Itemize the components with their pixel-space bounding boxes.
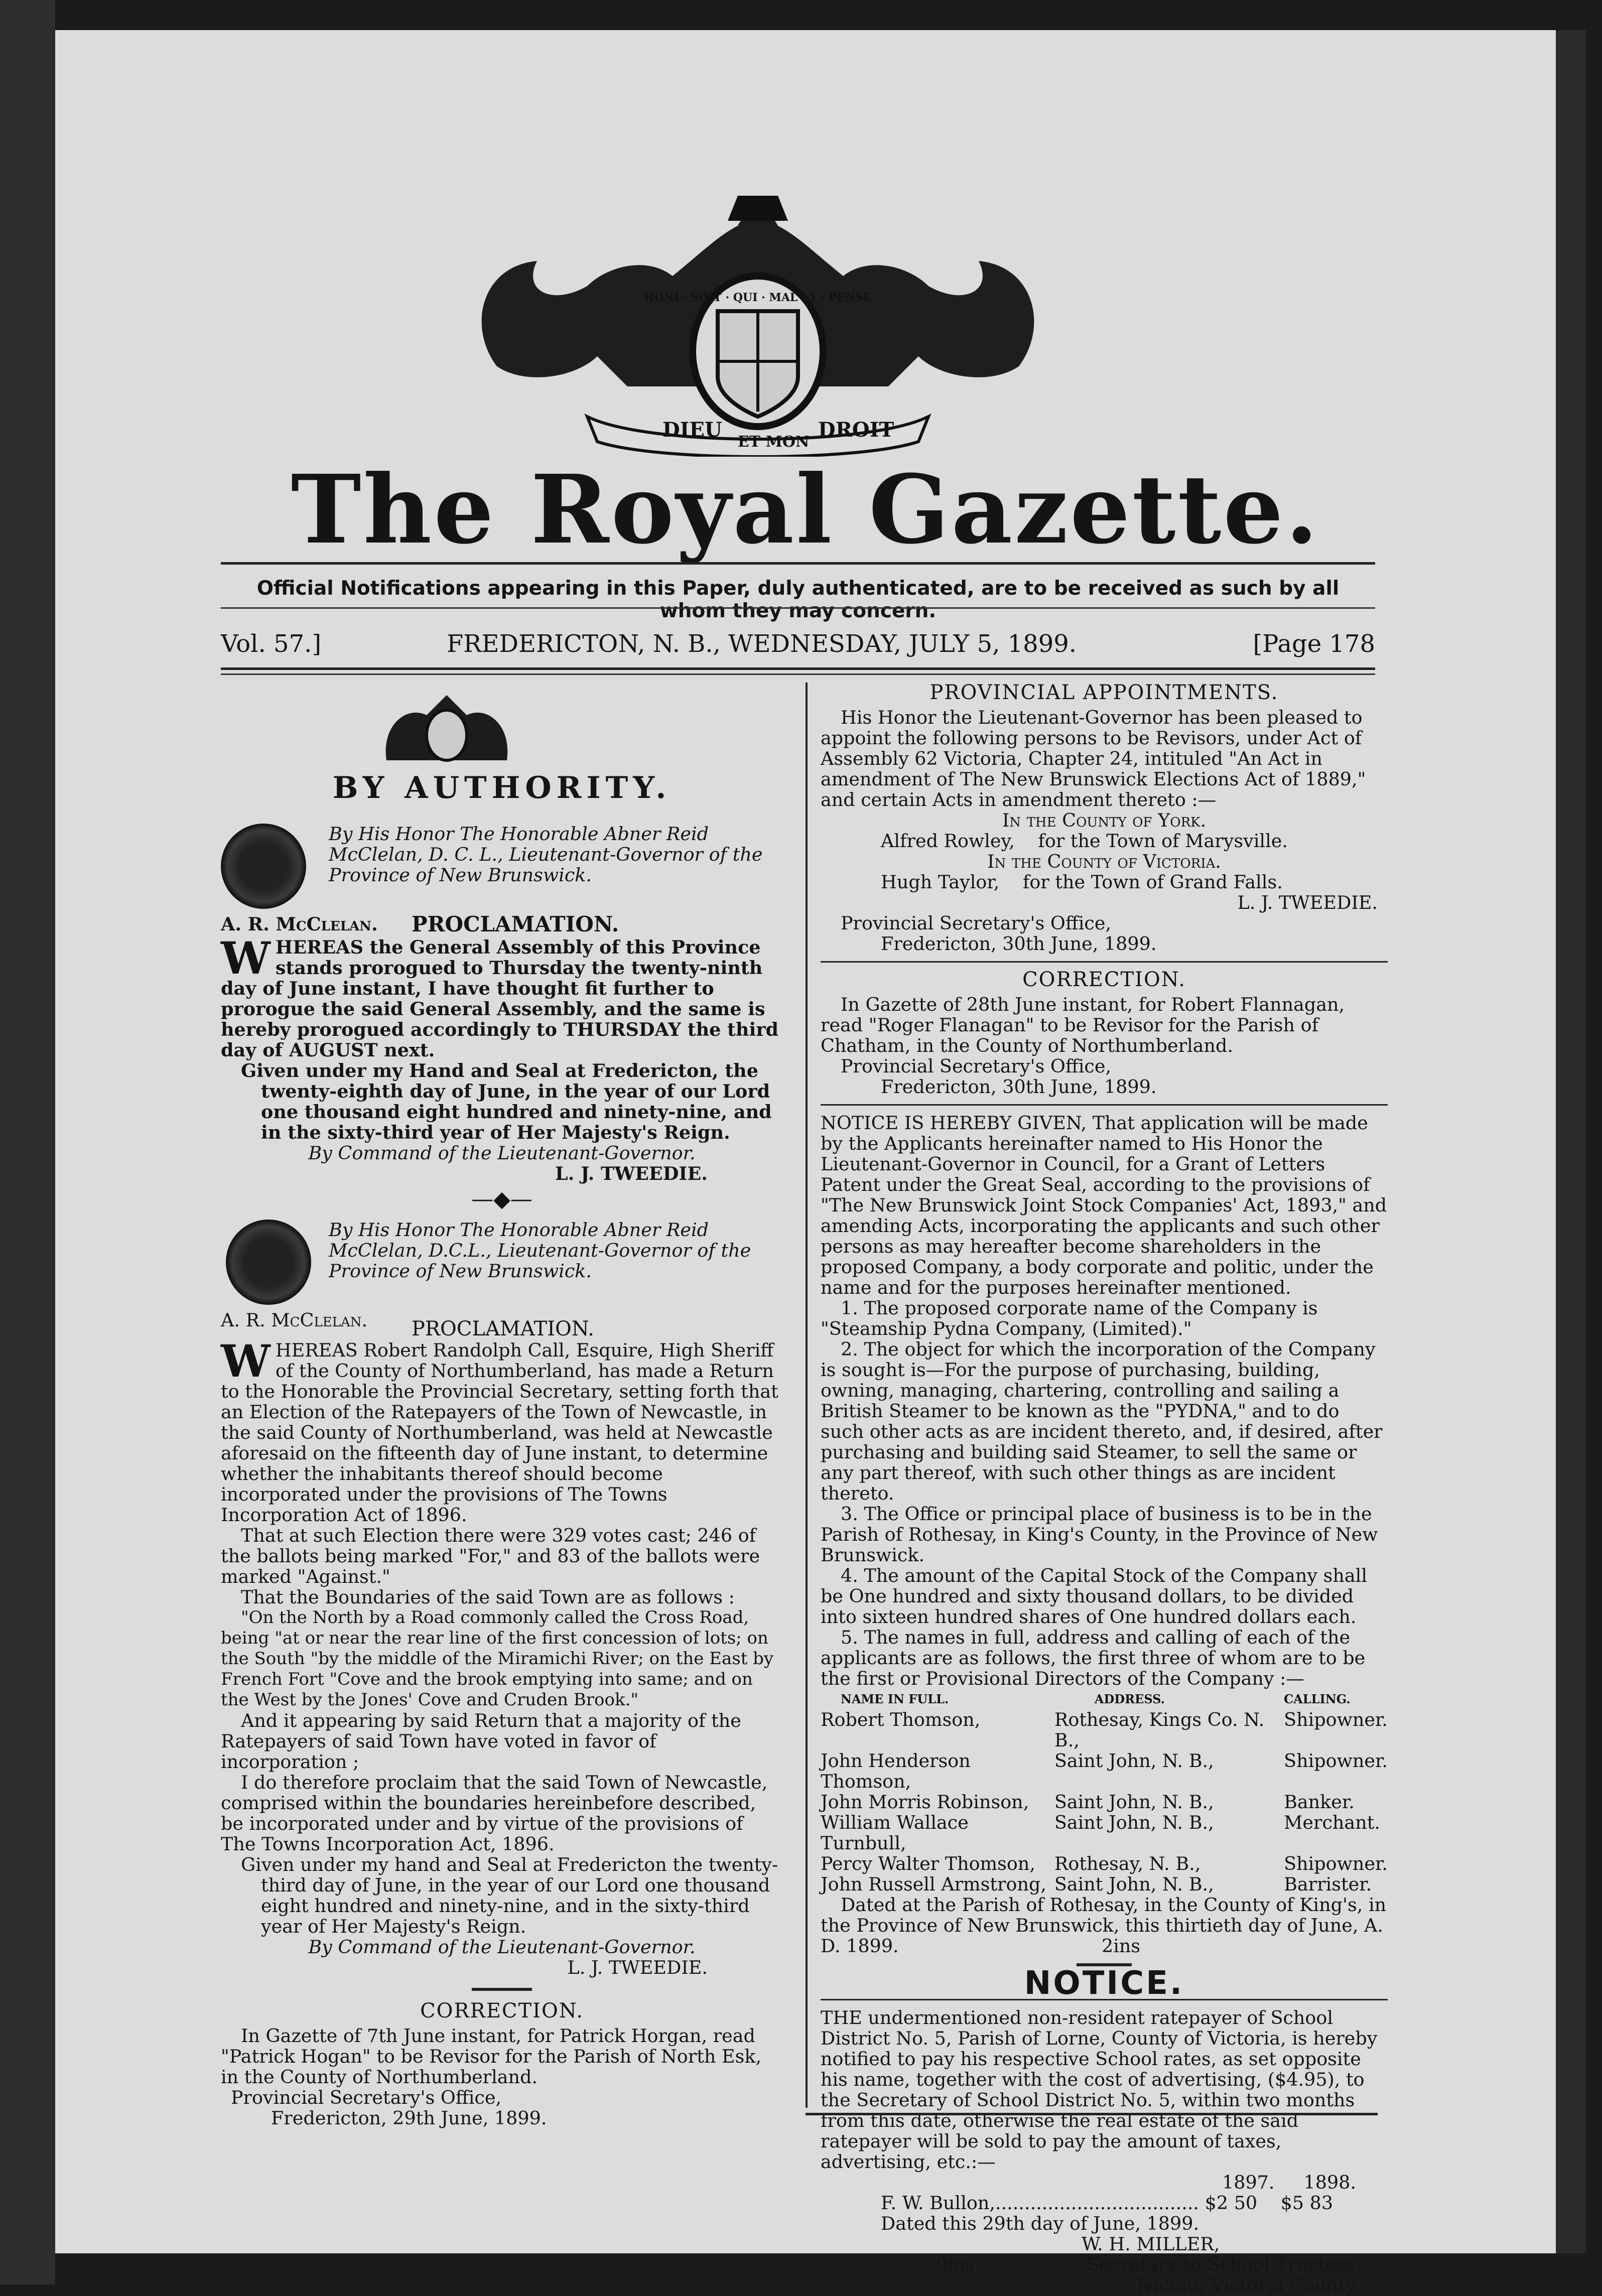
- notice-item-5: 5. The names in full, address and calling of each of the applicants are as follows, the first three of whom are to be the first or Provisional Directors of the Company :—: [821, 1627, 1366, 1689]
- correction-2-body: In Gazette of 28th June instant, for Robert Flannagan, read "Roger Flanagan" to be Revisor for the Parish of Chatham, in the County of Northumberland.: [821, 994, 1345, 1056]
- applicant-name: John Russell Armstrong,: [821, 1873, 1046, 1895]
- motto-left: DIEU: [662, 418, 722, 442]
- table-row: [821, 1812, 1388, 1853]
- applicant-name: John Morris Robinson,: [821, 1791, 1029, 1813]
- notice-item-3: 3. The Office or principal place of business is to be in the Parish of Rothesay, in King's County, in the Province of New Brunswick.: [821, 1503, 1378, 1566]
- masthead-title: The Royal Gazette.: [291, 454, 1320, 565]
- proclamation-1-given: Given under my Hand and Seal at Fredericton, the twenty-eighth day of June, in the year of our Lord one thousand eight hundred and ninety-nine, and in the sixty-third year of Her Majesty's Reign.: [241, 1060, 772, 1143]
- table-header: [821, 1689, 1388, 1709]
- notice-dated: Dated at the Parish of Rothesay, in the County of King's, in the Province of New Brunswick, this thirtieth day of June, A. D. 1899.: [821, 1894, 1387, 1957]
- notice-title: Secretary to School Trustees,: [1087, 2254, 1362, 2275]
- appointments-office: Provincial Secretary's Office,: [841, 912, 1112, 934]
- column-divider: [806, 683, 808, 2108]
- proclamation-1-text: HEREAS the General Assembly of this Province stands prorogued to Thursday the twenty-ninth day of June instant, I have thought fit further to prorogue the said General Assembly, and the same is hereby prorogued accordingly to THURSDAY the third day of AUGUST next.: [221, 936, 779, 1061]
- notice-item-2: 2. The object for which the incorporation of the Company is sought is—For the purpose of purchasing, building, owning, managing, chartering, controlling and sailing a British Steamer to be known as the "PYDNA," and to do such other acts as are incident thereto, and, if desired, after purchasing and building said Steamer, to sell the same or any part thereof, with such other things as are incident thereto.: [821, 1338, 1383, 1504]
- appointee-place-2: for the Town of Grand Falls.: [1022, 871, 1283, 893]
- proclamation-1-body: [221, 932, 783, 1061]
- amount-1898: $5 83: [1280, 2192, 1333, 2214]
- applicant-name: Robert Thomson,: [821, 1709, 981, 1730]
- applicant-address: Rothesay, N. B.,: [1054, 1853, 1201, 1874]
- page-number: [Page 178: [1253, 630, 1375, 658]
- proclamation-2-honor: By His Honor The Honorable Abner Reid McClelan, D.C.L., Lieutenant-Governor of the Province of New Brunswick.: [329, 1219, 751, 1282]
- appointments-body: His Honor the Lieutenant-Governor has been pleased to appoint the following persons to be Revisors, under Act of Assembly 62 Victoria, Chapter 24, intituled "An Act in amendment of The New Brunswick Elections Act of 1889," and certain Acts in amendment thereto :—: [821, 707, 1366, 811]
- table-row: [821, 1750, 1388, 1792]
- applicant-name: John Henderson Thomson,: [821, 1750, 971, 1792]
- notice-heading: NOTICE.: [1024, 1965, 1184, 2002]
- table-row: [821, 1874, 1388, 1895]
- notice-body: THE undermentioned non-resident ratepayer of School District No. 5, Parish of Lorne, County of Victoria, is hereby notified to pay his respective School rates, as set opposite his name, together with the cost of advertising, ($4.95), to the Secretary of School District No. 5, within two months from this date, otherwise the real estate of the said ratepayer will be sold to pay the amount of taxes, advertising, etc.:—: [821, 2007, 1378, 2173]
- appointments-heading: PROVINCIAL APPOINTMENTS.: [929, 681, 1279, 704]
- correction-1-heading: CORRECTION.: [420, 1999, 584, 2022]
- year-1897: 1897.: [1222, 2172, 1275, 2193]
- applicant-address: Saint John, N. B.,: [1054, 1750, 1214, 1772]
- appointee-name-2: Hugh Taylor,: [881, 871, 1000, 893]
- short-rule: [472, 1988, 532, 1991]
- applicant-address: Saint John, N. B.,: [1054, 1791, 1214, 1813]
- proclamation-2-sign: L. J. TWEEDIE.: [567, 1957, 708, 1978]
- correction-1-body: In Gazette of 7th June instant, for Patrick Horgan, read "Patrick Hogan" to be Revisor for the Parish of North Esk, in the County of Northumberland.: [221, 2025, 762, 2088]
- volume-number: Vol. 57.]: [221, 630, 322, 658]
- drop-cap: W: [221, 1335, 271, 1387]
- proclamation-2-header: [221, 1214, 783, 1310]
- notice-insertions: 2ins: [1102, 1935, 1141, 1957]
- col-address-header: ADDRESS.: [1094, 1692, 1165, 1706]
- section-rule: [821, 961, 1388, 963]
- proclamation-2-given: Given under my hand and Seal at Fredericton the twenty-third day of June, in the year of our Lord one thousand eight hundred and ninety-nine, and in the sixty-third year of Her Majesty's Reign.: [241, 1854, 778, 1937]
- leader-dots: ...................................: [995, 2192, 1199, 2214]
- table-row: [821, 1709, 1388, 1750]
- proclamation-2-boundaries: "On the North by a Road commonly called the Cross Road, being "at or near the rear line of the first concession of lots; on the South "by the middle of the Miramichi River; on the East by French Fort "Cove and the brook emptying into same; and on the West by the Jones' Cove and Cruden Brook.": [221, 1607, 774, 1710]
- notice-date: Dated this 29th day of June, 1899.: [881, 2213, 1199, 2234]
- proclamation-1-signer: A. R. McClelan.: [221, 913, 378, 935]
- county-victoria: In the County of Victoria.: [987, 851, 1221, 872]
- applicant-address: Rothesay, Kings Co. N. B.,: [1054, 1709, 1265, 1751]
- masthead-rule-bottom: [221, 667, 1375, 670]
- col-calling-header: CALLING.: [1284, 1692, 1351, 1706]
- table-row: [821, 1853, 1388, 1874]
- ratepayer-name: F. W. Bullon,: [881, 2192, 995, 2214]
- col-name-header: NAME IN FULL.: [841, 1692, 949, 1706]
- applicant-calling: Merchant.: [1284, 1812, 1380, 1833]
- column-end-rule: [806, 2113, 1378, 2115]
- applicant-calling: Shipowner.: [1284, 1750, 1388, 1772]
- right-column: [821, 679, 1388, 2295]
- amount-1897: $2 50: [1205, 2192, 1258, 2214]
- proclamation-2-majority: And it appearing by said Return that a majority of the Ratepayers of said Town have voted in favor of incorporation ;: [221, 1710, 741, 1773]
- applicant-name: William Wallace Turnbull,: [821, 1812, 969, 1854]
- appointments-date: Fredericton, 30th June, 1899.: [881, 933, 1157, 955]
- small-coat-of-arms: [376, 685, 517, 770]
- royal-coat-of-arms: [437, 176, 1079, 457]
- proclamation-1-header: [221, 819, 783, 914]
- appointee-name-1: Alfred Rowley,: [881, 830, 1015, 852]
- official-notice-line: Official Notifications appearing in this Paper, duly authenticated, are to be received as such by all whom they may concern.: [256, 577, 1340, 622]
- proclamation-1-heading: PROCLAMATION.: [412, 912, 619, 936]
- motto-middle: ET MON: [738, 433, 810, 451]
- notice-ins: 9ins: [936, 2254, 975, 2275]
- proclamation-1-command: By Command of the Lieutenant-Governor.: [308, 1142, 696, 1164]
- garter-motto: HONI · SOIT · QUI · MAL · Y · PENSE: [643, 291, 872, 304]
- correction-1-office: Provincial Secretary's Office,: [231, 2087, 502, 2108]
- proclamation-2-boundaries-intro: That the Boundaries of the said Town are as follows :: [241, 1586, 735, 1608]
- section-rule: [821, 1104, 1388, 1106]
- gazette-page: [55, 30, 1586, 2296]
- notice-place: Nictau, Victoria County.: [1137, 2274, 1360, 2296]
- applicant-calling: Banker.: [1284, 1791, 1355, 1813]
- proclamation-2-command: By Command of the Lieutenant-Governor.: [308, 1936, 696, 1958]
- applicant-calling: Shipowner.: [1284, 1709, 1388, 1730]
- applicant-calling: Barrister.: [1284, 1873, 1372, 1895]
- correction-1-date: Fredericton, 29th June, 1899.: [271, 2107, 547, 2129]
- correction-2-office: Provincial Secretary's Office,: [841, 1055, 1112, 1077]
- seal-icon: [226, 1220, 311, 1305]
- proclamation-1-honor: By His Honor The Honorable Abner Reid McClelan, D. C. L., Lieutenant-Governor of the Province of New Brunswick.: [329, 823, 763, 886]
- notice-sign: W. H. MILLER,: [1082, 2233, 1220, 2255]
- notice-item-4: 4. The amount of the Capital Stock of the Company shall be One hundred and sixty thousand dollars, to be divided into sixteen hundred shares of One hundred dollars each.: [821, 1565, 1368, 1628]
- masthead-rule-top: [221, 562, 1375, 565]
- applicant-address: Saint John, N. B.,: [1054, 1873, 1214, 1895]
- table-row: [821, 1792, 1388, 1812]
- correction-2-heading: CORRECTION.: [1022, 968, 1186, 991]
- year-1898: 1898.: [1303, 2172, 1357, 2193]
- ornament-divider: —◆—: [471, 1186, 532, 1212]
- seal-icon: [221, 824, 306, 909]
- masthead-rule-mid: [221, 607, 1375, 609]
- proclamation-2-proclaim: I do therefore proclaim that the said Town of Newcastle, comprised within the boundaries hereinbefore described, be incorporated under and by virtue of the provisions of The Towns Incorporation Act, 1896.: [221, 1772, 768, 1855]
- applicant-address: Saint John, N. B.,: [1054, 1812, 1214, 1833]
- applicant-name: Percy Walter Thomson,: [821, 1853, 1035, 1874]
- applicant-calling: Shipowner.: [1284, 1853, 1388, 1874]
- masthead-rule-bottom-2: [221, 673, 1375, 675]
- proclamation-1-sign: L. J. TWEEDIE.: [555, 1163, 708, 1184]
- proclamation-2-heading: PROCLAMATION.: [412, 1317, 594, 1340]
- proclamation-2-signer: A. R. McClelan.: [221, 1309, 368, 1331]
- applicants-table: [821, 1689, 1388, 1895]
- notice-item-1: 1. The proposed corporate name of the Company is "Steamship Pydna Company, (Limited).": [821, 1297, 1318, 1339]
- proclamation-2-votes: That at such Election there were 329 votes cast; 246 of the ballots being marked "For," and 83 of the ballots were marked "Against.": [221, 1525, 760, 1587]
- appointments-sign: L. J. TWEEDIE.: [1237, 892, 1378, 913]
- county-york: In the County of York.: [1002, 809, 1207, 831]
- notice-given-body: NOTICE IS HEREBY GIVEN, That application will be made by the Applicants hereinafter named to His Honor the Lieutenant-Governor in Council, for a Grant of Letters Patent under the Great Seal, according to the provisions of "The New Brunswick Joint Stock Companies' Act, 1893," and amending Acts, incorporating the applicants and such other persons as may hereafter become shareholders in the proposed Company, a body corporate and politic, under the name and for the purposes hereinafter mentioned.: [821, 1112, 1387, 1298]
- proclamation-2-body: [221, 1335, 783, 1526]
- appointee-place-1: for the Town of Marysville.: [1038, 830, 1288, 852]
- drop-cap: W: [221, 932, 271, 984]
- correction-2-date: Fredericton, 30th June, 1899.: [881, 1076, 1157, 1098]
- left-column: [221, 770, 783, 2129]
- by-authority-heading: BY AUTHORITY.: [332, 770, 672, 805]
- binding-edge: [0, 0, 55, 2284]
- date-and-place: FREDERICTON, N. B., WEDNESDAY, JULY 5, 1899.: [447, 630, 1077, 658]
- proclamation-2-text: HEREAS Robert Randolph Call, Esquire, High Sheriff of the County of Northumberland, has made a Return to the Honorable the Provincial Secretary, setting forth that an Election of the Ratepayers of the Town of Newcastle, in the said County of Northumberland, was held at Newcastle aforesaid on the fifteenth day of June instant, to determine whether the inhabitants thereof should become incorporated under the provisions of The Towns Incorporation Act of 1896.: [221, 1339, 778, 1526]
- motto-right: DROIT: [818, 418, 894, 442]
